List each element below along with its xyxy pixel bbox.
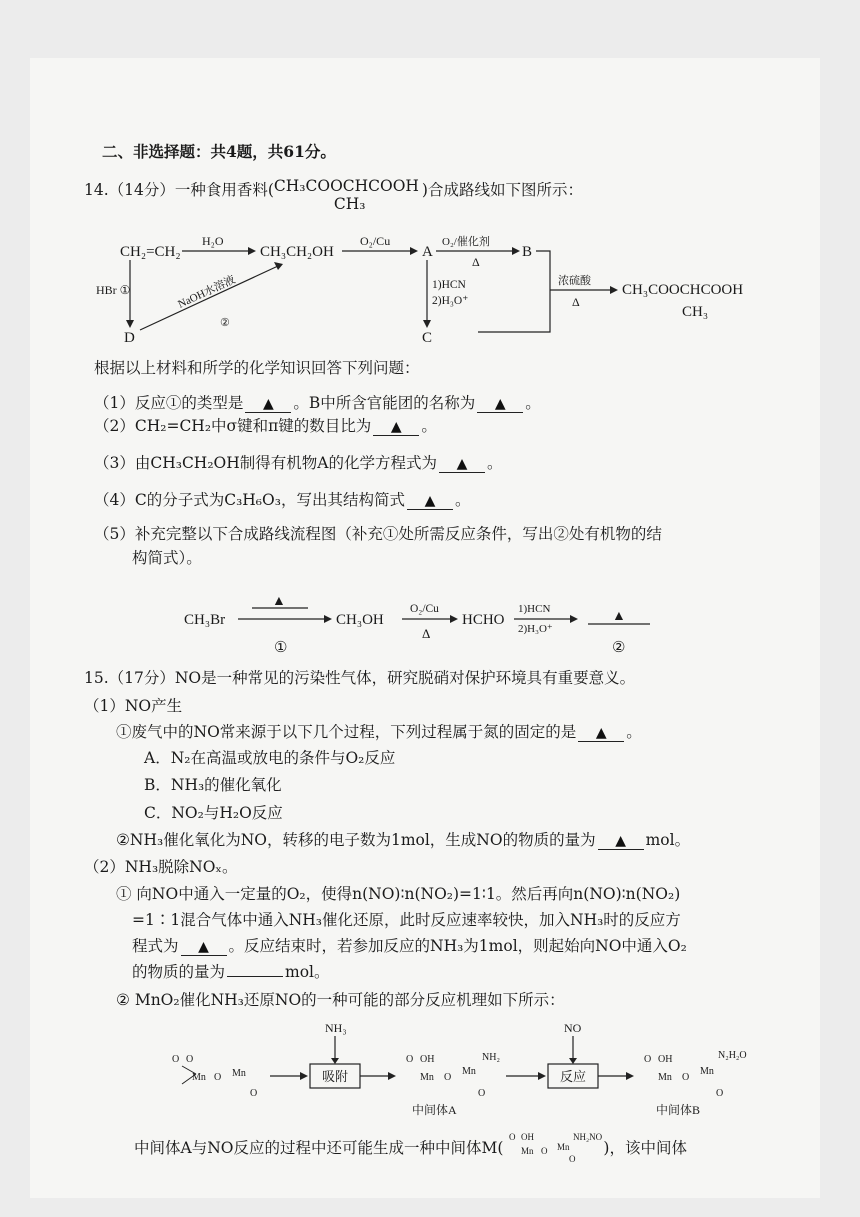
q14-part5-line1: （5）补充完整以下合成路线流程图（补充①处所需反应条件，写出②处有机物的结 [94,525,662,543]
q14-synthesis-scheme [96,228,790,348]
scheme-c: C [422,330,433,346]
route-arrow-2-head [450,615,458,623]
arrow-hbr-head [126,320,134,328]
section-title: 二、非选择题：共4题，共61分。 [102,142,336,161]
scheme-hbr: HBr ① [96,283,131,297]
mech-nh3: NH₃ [325,1021,347,1035]
scheme-a: A [422,244,433,260]
q15-s1-q2 [116,830,690,850]
scheme-d: D [124,330,135,346]
mechanism-diagram [150,1018,770,1118]
exam-page [30,58,820,1198]
q15-last-line [134,1132,687,1164]
scheme-hcn2: 2)H₃O⁺ [432,295,469,307]
atom-o: O [541,1146,548,1156]
q14-p4-text-a: （4）C的分子式为C₃H₆O₃，写出其结构简式 [94,491,405,509]
species-m-structure [503,1130,603,1164]
mech-no: NO [564,1021,582,1035]
q15-s2q1-line4 [132,962,330,982]
intermediate-b-label: 中间体B [656,1103,701,1117]
q14-p1-text-a: （1）反应①的类型是 [94,394,244,412]
arrow-hydrolysis [140,266,278,330]
route-ch3br: CH₃Br [184,612,226,628]
atom-o: O [214,1072,222,1083]
route-o2cu: O₂/Cu [410,603,439,615]
q14-route-scheme [180,578,680,658]
q15-s2q2: ② MnO₂催化NH₃还原NO的一种可能的部分反应机理如下所示： [116,991,565,1009]
species-intermediate-a [406,1052,500,1099]
arrow-hydration-head [248,247,256,255]
species-intermediate-b [644,1050,747,1099]
triangle-icon: ▲ [615,833,626,849]
atom-o: O [406,1054,414,1065]
answer-blank[interactable] [598,832,644,850]
q14-intro-prefix: 14.（14分）一种食用香料( [84,181,274,199]
triangle-icon: ▲ [595,725,607,741]
atom-o: O [172,1054,180,1065]
bracket-c [478,290,550,332]
atom-mn: Mn [462,1066,476,1077]
q14-p2-text-b: 。 [421,417,437,435]
mech-nh3-arrow-head [331,1058,339,1064]
q14-p1-text-c: 。 [525,394,541,412]
answer-blank[interactable] [439,455,485,473]
atom-mn: Mn [232,1068,246,1079]
route-arrow-1-head [324,615,332,623]
mech-no-arrow-head [569,1058,577,1064]
route-ch3oh: CH₃OH [336,612,384,628]
triangle-icon: ▲ [424,493,436,509]
answer-blank[interactable] [578,724,624,742]
q15-s1-q1 [116,722,642,742]
q15-s2q1-line1: ① 向NO中通入一定量的O₂，使得n(NO)∶n(NO₂)=1∶1。然后再向n(NO)∶n(NO₂) [116,885,681,903]
atom-oh: OH [420,1054,435,1065]
q14-formula-top: CH₃COOCHCOOH [273,177,419,195]
arrow-esterification-head [610,286,618,294]
bracket-b [536,251,550,290]
atom-o: O [569,1154,576,1164]
q15-s1q2-text-b: mol。 [645,831,691,849]
scheme-o2cat: O₂/催化剂 [442,236,490,248]
triangle-icon: ▲ [390,419,402,435]
q15-option-a[interactable]: A．N₂在高温或放电的条件与O₂反应 [144,749,396,767]
q14-p1-text-b: 。B中所含官能团的名称为 [293,394,476,412]
species-m [503,1132,603,1164]
q15-sub1: （1）NO产生 [84,697,183,715]
q14-formula-sub: CH₃ [333,195,366,213]
answer-blank[interactable] [181,938,227,956]
atom-mn: Mn [521,1146,534,1156]
q14-p4-text-b: 。 [454,491,471,509]
atom-mn: Mn [557,1142,570,1152]
answer-blank[interactable] [407,492,453,510]
q15-s2q1-line3 [132,936,687,956]
atom-nh2: NH₂ [482,1052,500,1063]
q14-p3-text-b: 。 [486,454,503,472]
q14-part3 [94,453,502,473]
route-mark-1: ① [274,640,288,656]
scheme-ethylene: CH₂=CH₂ [120,244,181,260]
q14-intro-suffix: )合成路线如下图所示： [421,181,583,199]
triangle-icon: ▲ [272,594,286,609]
mech-arrow-3-head [538,1072,546,1080]
mech-arrow-1-head [300,1072,308,1080]
scheme-two: ② [220,317,230,329]
atom-o: O [186,1054,194,1065]
mech-arrow-4-head [626,1072,634,1080]
scheme-water: H₂O [202,234,224,248]
scheme-ethanol: CH₃CH₂OH [260,244,334,260]
q14-part2 [94,416,437,436]
scheme-product-sub: CH₃ [682,304,709,320]
scheme-delta-2: Δ [572,295,580,309]
q14-part1 [94,393,541,413]
q15-intro: 15.（17分）NO是一种常见的污染性气体，研究脱硝对保护环境具有重要意义。 [84,669,636,687]
atom-n2h2o: N₂H₂O [718,1050,747,1061]
q15-s2q1-l4-text-b: mol。 [285,963,330,981]
q14-intro-formula [273,177,422,213]
q15-last-text-a: 中间体A与NO反应的过程中还可能生成一种中间体M( [134,1139,504,1157]
route-hcho: HCHO [462,612,505,628]
atom-o: O [509,1132,516,1142]
react-label: 反应 [560,1069,587,1084]
triangle-icon: ▲ [612,609,626,624]
q14-intro [84,177,583,213]
atom-o: O [644,1054,652,1065]
triangle-icon: ▲ [494,396,506,412]
adsorb-label: 吸附 [322,1069,349,1084]
route-hcn1: 1)HCN [518,603,551,615]
atom-o: O [250,1088,258,1099]
route-mark-2: ② [612,640,626,656]
q15-last-text-b: )，该中间体 [603,1139,687,1157]
triangle-icon: ▲ [198,939,209,955]
intermediate-a-label: 中间体A [412,1103,457,1117]
species-mno2 [172,1054,257,1099]
atom-nh2no: NH₂NO [573,1132,603,1142]
arrow-oxidation-head [410,247,418,255]
arrow-a-to-c-head [423,320,431,328]
arrow-hydrolysis-head [274,262,283,270]
atom-oh: OH [521,1132,535,1142]
atom-oh: OH [658,1054,673,1065]
atom-mn: Mn [658,1072,672,1083]
atom-o: O [478,1088,486,1099]
answer-blank[interactable] [245,395,291,413]
q15-s1q2-text-a: ②NH₃催化氧化为NO，转移的电子数为1mol，生成NO的物质的量为 [116,831,596,849]
scheme-b: B [522,244,533,260]
scheme-h2so4: 浓硫酸 [558,275,591,287]
atom-mn: Mn [700,1066,714,1077]
mech-arrow-2-head [388,1072,396,1080]
arrow-a-to-b-head [512,247,520,255]
q15-s1q1-text-b: 。 [626,723,642,741]
q15-option-b[interactable]: B．NH₃的催化氧化 [144,776,282,794]
answer-blank[interactable] [373,418,419,436]
q15-s2q1-l4-text-a: 的物质的量为 [132,963,226,981]
triangle-icon: ▲ [262,396,274,412]
scheme-product: CH₃COOCHCOOH [622,282,744,298]
q14-p3-text-a: （3）由CH₃CH₂OH制得有机物A的化学方程式为 [94,454,437,472]
atom-o: O [682,1072,690,1083]
atom-o: O [444,1072,452,1083]
atom-o: O [716,1088,724,1099]
q15-option-c[interactable]: C．NO₂与H₂O反应 [144,804,283,822]
q15-s2q1-l3-text-b: 。反应结束时，若参加反应的NH₃为1mol，则起始向NO中通入O₂ [228,937,687,955]
triangle-icon: ▲ [456,456,468,472]
q14-part5-line2: 构简式）。 [132,549,202,567]
scheme-delta-1: Δ [472,255,480,269]
answer-blank[interactable] [227,976,283,977]
q14-p2-text-a: （2）CH₂=CH₂中σ键和π键的数目比为 [94,417,372,435]
q15-sub2: （2）NH₃脱除NOₓ。 [84,858,238,876]
q15-s1q1-text-a: ①废气中的NO常来源于以下几个过程，下列过程属于氮的固定的是 [116,723,577,741]
atom-mn: Mn [420,1072,434,1083]
q15-s2q1-l3-text-a: 程式为 [132,937,179,955]
q15-s2q1-line2: =1∶1混合气体中通入NH₃催化还原，此时反应速率较快，加入NH₃时的反应方 [132,911,681,929]
scheme-hcn1: 1)HCN [432,279,466,291]
route-arrow-3-head [570,615,578,623]
q14-part4 [94,490,470,510]
route-delta: Δ [422,626,431,641]
atom-mn: Mn [192,1072,206,1083]
scheme-o2cu: O₂/Cu [360,234,391,248]
q14-prompt: 根据以上材料和所学的化学知识回答下列问题： [94,359,420,377]
scheme-naoh: NaOH水溶液 [176,273,238,311]
route-hcn2: 2)H₃O⁺ [518,623,553,635]
answer-blank[interactable] [477,395,523,413]
